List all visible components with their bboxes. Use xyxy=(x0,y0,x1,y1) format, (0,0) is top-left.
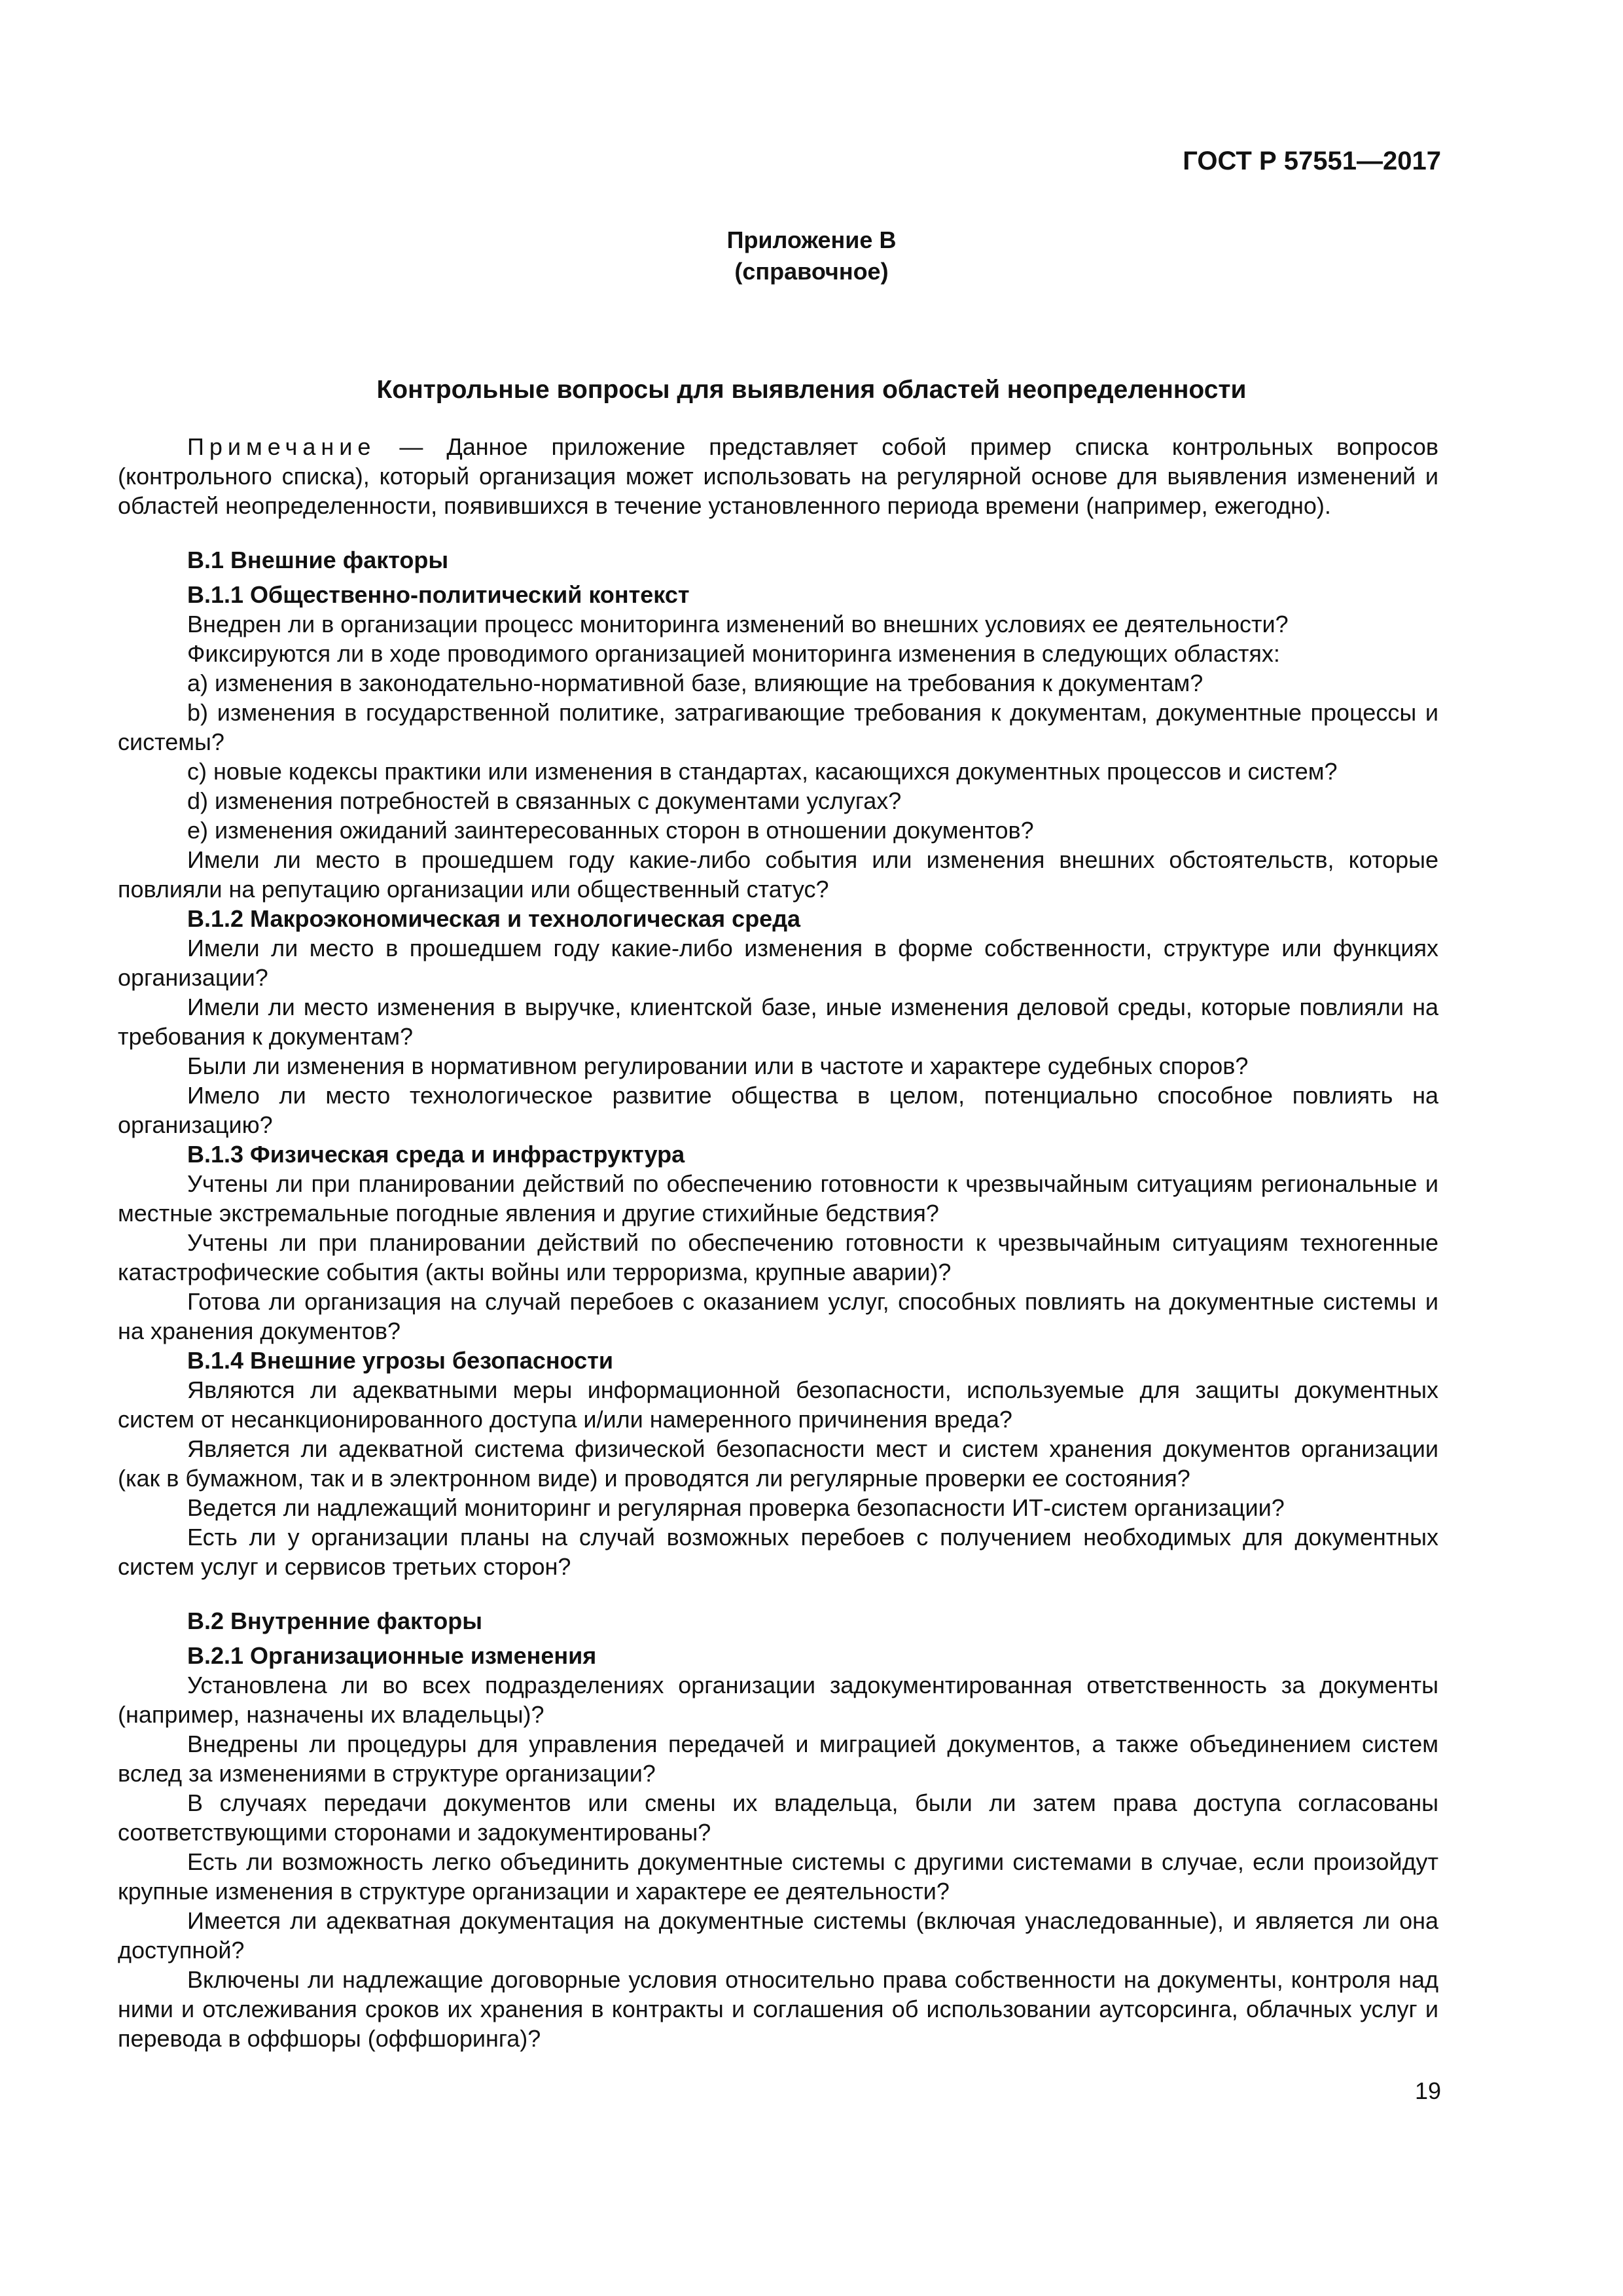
list-item: e) изменения ожиданий заинтересованных сторон в отношении документов? xyxy=(187,817,1034,844)
subsection-heading-b21: В.2.1 Организационные изменения xyxy=(187,1642,597,1669)
subsection-heading-b11: В.1.1 Общественно-политический контекст xyxy=(187,581,690,608)
section-heading-b2: В.2 Внутренние факторы xyxy=(187,1607,482,1634)
standard-designation: ГОСТ Р 57551—2017 xyxy=(1183,147,1441,175)
subsection-heading-b12: В.1.2 Макроэкономическая и технологическая среда xyxy=(187,905,801,932)
list-item: d) изменения потребностей в связанных с документами услугах? xyxy=(187,787,902,814)
paragraph: Были ли изменения в нормативном регулировании или в частоте и характере судебных споров? xyxy=(187,1052,1249,1079)
paragraph: Внедрены ли процедуры для управления передачей и миграцией документов, а также объединением систем вслед за изменениями в структуре организации? xyxy=(118,1731,1438,1787)
subsection-heading-b13: В.1.3 Физическая среда и инфраструктура xyxy=(187,1141,685,1168)
subsection-heading-b14: В.1.4 Внешние угрозы безопасности xyxy=(187,1347,613,1374)
paragraph: Учтены ли при планировании действий по обеспечению готовности к чрезвычайным ситуациям техногенные катастрофические события (акты войны или терроризма, крупные аварии)? xyxy=(118,1229,1438,1285)
paragraph: Есть ли возможность легко объединить документные системы с другими системами в случае, если произойдут крупные изменения в структуре организации и характере ее деятельности? xyxy=(118,1848,1438,1905)
paragraph: Является ли адекватной система физической безопасности мест и систем хранения документов организации (как в бумажном, так и в электронном виде) и проводятся ли регулярные проверки ее состояния? xyxy=(118,1435,1438,1492)
paragraph: Имели ли место в прошедшем году какие-либо события или изменения внешних обстоятельств, которые повлияли на репутацию организации или общественный статус? xyxy=(118,846,1438,903)
appendix-title: Контрольные вопросы для выявления областей неопределенности xyxy=(376,376,1247,404)
paragraph: Имело ли место технологическое развитие общества в целом, потенциально способное повлиять на организацию? xyxy=(118,1082,1438,1138)
section-heading-b1: В.1 Внешние факторы xyxy=(187,547,449,573)
appendix-label: Приложение В xyxy=(726,226,897,253)
appendix-heading xyxy=(0,224,1623,287)
document-body xyxy=(118,432,1438,2053)
paragraph: Имеется ли адекватная документация на документные системы (включая унаследованные), и является ли она доступной? xyxy=(118,1907,1438,1964)
paragraph: Являются ли адекватными меры информационной безопасности, используемые для защиты документных систем от несанкционированного доступа и/или намеренного причинения вреда? xyxy=(118,1376,1438,1433)
paragraph: Имели ли место изменения в выручке, клиентской базе, иные изменения деловой среды, которые повлияли на требования к документам? xyxy=(118,994,1438,1050)
paragraph: Включены ли надлежащие договорные условия относительно права собственности на документы, контроля над ними и отслеживания сроков их хранения в контракты и соглашения об использовании аутсорсинга, облачных услуг и перевода в оффшоры (оффшоринга)? xyxy=(118,1966,1438,2052)
list-item: b) изменения в государственной политике, затрагивающие требования к документам, документные процессы и системы? xyxy=(118,699,1438,755)
note-label: Примечание xyxy=(187,433,376,460)
paragraph: Учтены ли при планировании действий по обеспечению готовности к чрезвычайным ситуациям региональные и местные экстремальные погодные явления и другие стихийные бедствия? xyxy=(118,1170,1438,1227)
paragraph: Есть ли у организации планы на случай возможных перебоев с получением необходимых для документных систем услуг и сервисов третьих сторон? xyxy=(118,1524,1438,1580)
paragraph: Установлена ли во всех подразделениях организации задокументированная ответственность за документы (например, назначены их владельцы)? xyxy=(118,1672,1438,1728)
page-number: 19 xyxy=(1414,2077,1441,2104)
paragraph: Фиксируются ли в ходе проводимого организацией мониторинга изменения в следующих областях: xyxy=(187,640,1280,667)
note-paragraph xyxy=(118,432,1438,520)
paragraph: Внедрен ли в организации процесс мониторинга изменений во внешних условиях ее деятельности? xyxy=(187,611,1289,637)
note-text: — Данное приложение представляет собой пример списка контрольных вопросов (контрольного списка), который организация может использовать на регулярной основе для выявления изменений и областей неопределенности, появившихся в течение установленного периода времени (например, ежегодно). xyxy=(118,433,1438,519)
paragraph: В случаях передачи документов или смены их владельца, были ли затем права доступа согласованы соответствующими сторонами и задокументированы? xyxy=(118,1789,1438,1846)
list-item: c) новые кодексы практики или изменения в стандартах, касающихся документных процессов и систем? xyxy=(187,758,1338,785)
appendix-status: (справочное) xyxy=(734,258,889,285)
paragraph: Имели ли место в прошедшем году какие-либо изменения в форме собственности, структуре или функциях организации? xyxy=(118,935,1438,991)
list-item: a) изменения в законодательно-нормативной базе, влияющие на требования к документам? xyxy=(187,670,1204,696)
paragraph: Готова ли организация на случай перебоев с оказанием услуг, способных повлиять на документные системы и на хранения документов? xyxy=(118,1288,1438,1344)
paragraph: Ведется ли надлежащий мониторинг и регулярная проверка безопасности ИТ-систем организации? xyxy=(187,1494,1285,1521)
